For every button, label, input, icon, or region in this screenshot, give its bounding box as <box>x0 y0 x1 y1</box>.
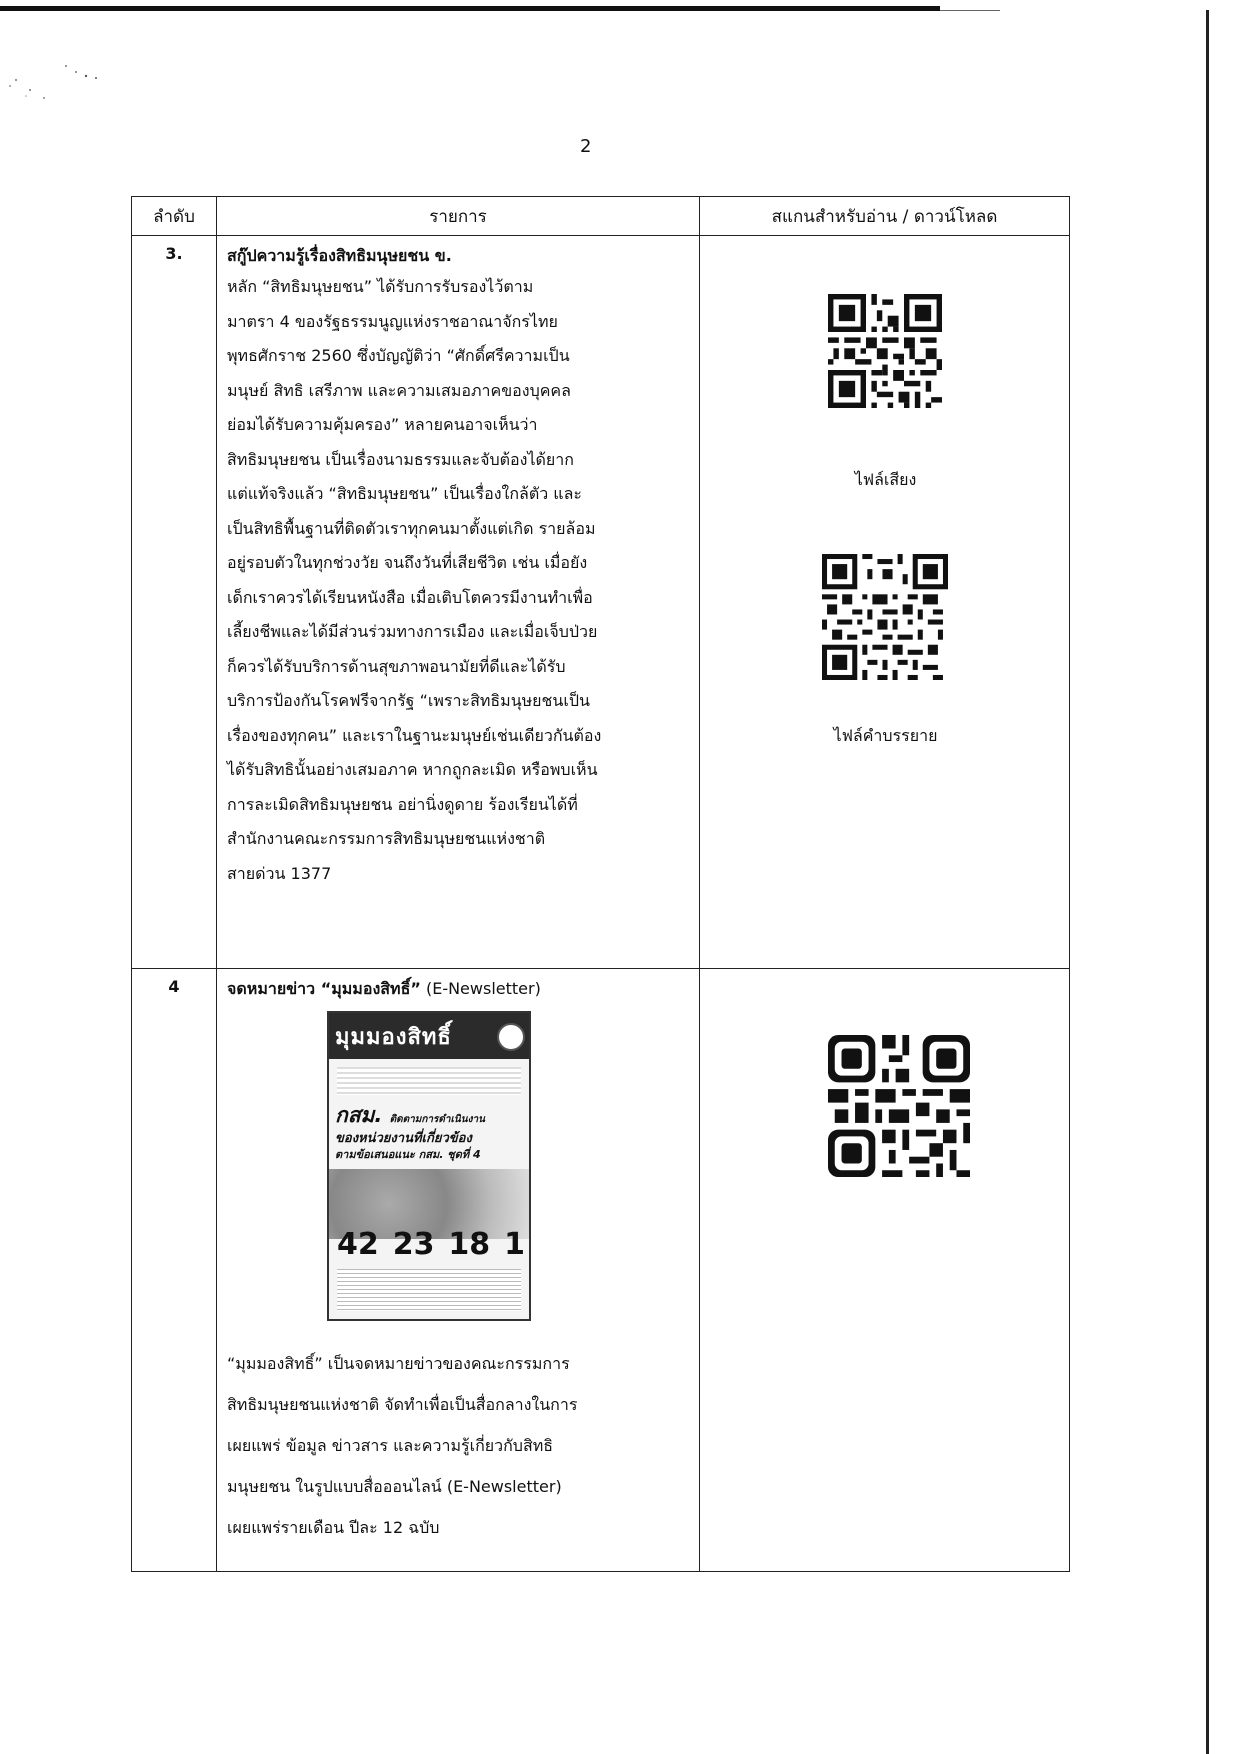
text-line: อยู่รอบตัวในทุกช่วงวัย จนถึงวันที่เสียชีวิต เช่น เมื่อยัง <box>227 553 588 572</box>
item-description <box>227 1343 689 1548</box>
cover-headline-acronym: กสม. <box>335 1103 383 1127</box>
scan-noise <box>6 60 116 120</box>
text-line: เผยแพร่รายเดือน ปีละ 12 ฉบับ <box>227 1518 440 1537</box>
text-line: ก็ควรได้รับบริการด้านสุขภาพอนามัยที่ดีและได้รับ <box>227 656 566 676</box>
text-line: มนุษยชน ในรูปแบบสื่อออนไลน์ (E-Newsletter) <box>227 1477 562 1496</box>
cover-stats <box>337 1227 525 1262</box>
text-line: บริการป้องกันโรคฟรีจากรัฐ “เพราะสิทธิมนุษยชนเป็น <box>227 691 590 710</box>
item-cell <box>217 236 700 969</box>
item-title <box>227 975 689 1003</box>
scan-border-top <box>0 6 940 11</box>
newsletter-cover-image <box>327 1011 531 1321</box>
text-line: แต่แท้จริงแล้ว “สิทธิมนุษยชน” เป็นเรื่องใกล้ตัว และ <box>227 484 582 503</box>
qr-caption-transcript: ไฟล์คำบรรยาย <box>833 726 938 745</box>
text-line: เผยแพร่ ข้อมูล ข่าวสาร และความรู้เกี่ยวกับสิทธิ <box>227 1436 554 1455</box>
cover-stat: 1 <box>504 1227 525 1262</box>
cover-stat: 23 <box>392 1227 435 1262</box>
table-row <box>132 236 1070 969</box>
text-line: “มุมมองสิทธิ์” เป็นจดหมายข่าวของคณะกรรมการ <box>227 1354 570 1373</box>
header-scan: สแกนสำหรับอ่าน / ดาวน์โหลด <box>700 197 1070 236</box>
scan-cell <box>700 236 1070 969</box>
cover-body-text-block <box>337 1269 521 1311</box>
qr-code-newsletter[interactable] <box>828 1035 970 1177</box>
text-line: เลี้ยงชีพและได้มีส่วนร่วมทางการเมือง และเมื่อเจ็บป่วย <box>227 622 598 641</box>
qr-code-audio[interactable] <box>828 294 942 408</box>
text-line: มนุษย์ สิทธิ เสรีภาพ และความเสมอภาคของบุคคล <box>227 380 571 400</box>
item-cell <box>217 969 700 1572</box>
text-line: เป็นสิทธิพื้นฐานที่ติดตัวเราทุกคนมาตั้งแต่เกิด รายล้อม <box>227 518 596 538</box>
header-item: รายการ <box>217 197 700 236</box>
scan-cell <box>700 969 1070 1572</box>
text-line: เด็กเราควรได้เรียนหนังสือ เมื่อเติบโตควรมีงานทำเพื่อ <box>227 587 593 607</box>
cover-headline-sub: ติดตามการดำเนินงาน <box>389 1114 485 1125</box>
cover-index-block <box>337 1067 521 1095</box>
text-line: การละเมิดสิทธิมนุษยชน อย่านิ่งดูดาย ร้องเรียนได้ที่ <box>227 794 578 814</box>
item-title: สกู๊ปความรู้เรื่องสิทธิมนุษยชน ข. <box>227 246 452 265</box>
page-number: 2 <box>580 136 592 157</box>
scan-border-top-thin <box>940 10 1000 11</box>
cover-headline-2: ของหน่วยงานที่เกี่ยวข้อง <box>335 1131 472 1146</box>
qr-code-transcript[interactable] <box>822 554 948 680</box>
text-line: มาตรา 4 ของรัฐธรรมนูญแห่งราชอาณาจักรไทย <box>227 311 558 331</box>
row-number: 3. <box>132 236 217 969</box>
qr-caption-audio: ไฟล์เสียง <box>854 470 917 489</box>
cover-logo-icon <box>497 1023 525 1051</box>
text-line: เรื่องของทุกคน” และเราในฐานะมนุษย์เช่นเดียวกันต้อง <box>227 725 602 745</box>
header-order: ลำดับ <box>132 197 217 236</box>
item-title-bold: จดหมายข่าว “มุมมองสิทธิ์” <box>227 979 421 998</box>
text-line: สายด่วน 1377 <box>227 863 332 883</box>
item-description <box>227 270 689 891</box>
text-line: สิทธิมนุษยชนแห่งชาติ จัดทำเพื่อเป็นสื่อกลางในการ <box>227 1395 578 1414</box>
cover-stat: 42 <box>337 1227 379 1262</box>
text-line: ย่อมได้รับความคุ้มครอง” หลายคนอาจเห็นว่า <box>227 415 538 434</box>
text-line: ได้รับสิทธินั้นอย่างเสมอภาค หากถูกละเมิด หรือพบเห็น <box>227 760 598 779</box>
cover-headline-3: ตามข้อเสนอแนะ กสม. ชุดที่ 4 <box>335 1148 481 1161</box>
catalog-table <box>131 196 1070 1572</box>
text-line: สำนักงานคณะกรรมการสิทธิมนุษยชนแห่งชาติ <box>227 829 546 848</box>
cover-masthead: มุมมองสิทธิ์ <box>335 1025 452 1050</box>
table-row <box>132 969 1070 1572</box>
scan-border-right <box>1206 10 1209 1754</box>
row-number: 4 <box>132 969 217 1572</box>
text-line: สิทธิมนุษยชน เป็นเรื่องนามธรรมและจับต้องได้ยาก <box>227 449 574 469</box>
item-title-suffix: (E-Newsletter) <box>420 979 541 998</box>
table-header-row <box>132 197 1070 236</box>
text-line: หลัก “สิทธิมนุษยชน” ได้รับการรับรองไว้ตาม <box>227 277 534 296</box>
cover-stat: 18 <box>448 1227 491 1262</box>
text-line: พุทธศักราช 2560 ซึ่งบัญญัติว่า “ศักดิ์ศรีความเป็น <box>227 346 570 365</box>
